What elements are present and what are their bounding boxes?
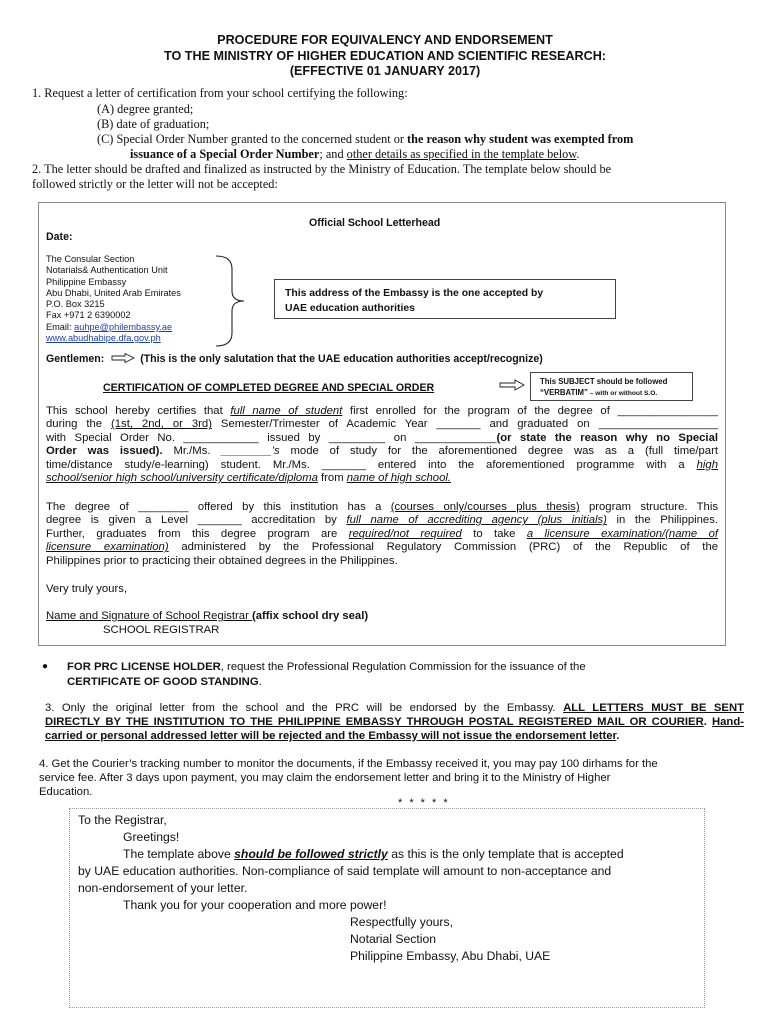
separator-stars: * * * * * [398, 797, 450, 809]
step1-item-c-cont: issuance of a Special Order Number; and other details as specified in the template below. [130, 147, 580, 161]
website-link[interactable]: www.abudhabipe.dfa.gov.ph [46, 333, 161, 344]
date-label: Date: [46, 231, 73, 243]
address-line: Philippine Embassy [46, 276, 127, 287]
letter-template-box [38, 202, 726, 646]
title-line-3: (EFFECTIVE 01 JANUARY 2017) [289, 64, 481, 79]
note-sign-2: Notarial Section [350, 932, 437, 946]
email-line: Email: auhpe@philembassy.ae [46, 321, 173, 332]
signature-line: Name and Signature of School Registrar (affix school dry seal) [46, 610, 369, 622]
step1-intro: 1. Request a letter of certification from your school certifying the following: [32, 86, 408, 100]
note-line-1: The template above should be followed strictly as this is the only template that is accepted [123, 847, 624, 861]
address-line: Abu Dhabi, United Arab Emirates [46, 287, 181, 298]
website-line [46, 333, 181, 344]
registrar-title: SCHOOL REGISTRAR [103, 624, 220, 636]
address-note: This address of the Embassy is the one accepted by UAE education authorities [285, 288, 544, 314]
title-line-2: TO THE MINISTRY OF HIGHER EDUCATION AND SCIENTIFIC RESEARCH: [164, 48, 606, 63]
note-greeting: Greetings! [123, 830, 180, 844]
bullet-dot-icon: ● [42, 661, 49, 672]
registrar-note-box [69, 808, 705, 1008]
address-line: The Consular Section [46, 254, 135, 264]
degree-paragraph: The degree of ________ offered by this institution has a (courses only/courses plus thesis) program structure. This degree is given a Level _______ accreditation by full name of accrediting agency (plus initials) in the Philippines. Further, graduates from this degree program are required/not required to take a licensure examination/(name of licensure examination) administered by the Professional Regulatory Commission (PRC) of the Republic of the Philippines prior to practicing their obtained degrees in the Philippines. [46, 501, 719, 567]
salutation-note: (This is the only salutation that the UAE education authorities accept/recognize) [140, 353, 543, 365]
certification-paragraph: This school hereby certifies that full name of student first enrolled for the program of the degree of ________________ during the (1st, 2nd, or 3rd) Semester/Trimester of Academic Year _______ and graduated on ___________________ with Special Order No. ____________ issued by _________ on _____________(or state the reason why no Special Order was issued). Mr./Ms. ________’s mode of study for the aforementioned degree was as a (full time/part time/distance study/e-learning) student. Mr./Ms. _______ entered into the aforementioned programme with a high school/senior high school/university certificate/diploma from name of high school. [46, 405, 718, 484]
address-note-box [274, 279, 616, 319]
address-line: P.O. Box 3215 [46, 299, 105, 310]
title-line-1: PROCEDURE FOR EQUIVALENCY AND ENDORSEMENT [217, 33, 553, 47]
note-sign-3: Philippine Embassy, Abu Dhabi, UAE [350, 949, 551, 963]
subject-note: This SUBJECT should be followed “VERBATIM” – with or without S.O. [540, 377, 668, 397]
note-line-2: by UAE education authorities. Non-compliance of said template will amount to non-acceptance and [78, 864, 612, 878]
step4-paragraph: 4. Get the Courier’s tracking number to monitor the documents, if the Embassy received it, you may pay 100 dirhams for the service fee. After 3 days upon payment, you may claim the endorsement letter and bring it to the Ministry of Higher Education. [39, 758, 658, 798]
address-line: Fax +971 2 6390002 [46, 310, 131, 321]
subject-note-box [530, 372, 693, 401]
salutation: Gentlemen [46, 353, 101, 365]
document-title [0, 33, 770, 80]
step1-item-b: (B) date of graduation; [97, 117, 210, 131]
right-arrow-icon [499, 379, 525, 391]
subject-line: CERTIFICATION OF COMPLETED DEGREE AND SPECIAL ORDER [103, 382, 435, 394]
embassy-address [46, 254, 181, 344]
letterhead-label: Official School Letterhead [309, 217, 441, 229]
email-link[interactable]: auhpe@philembassy.ae [74, 321, 173, 332]
note-addressee: To the Registrar, [78, 813, 167, 827]
address-line: Notarials& Authentication Unit [46, 265, 168, 276]
right-arrow-icon [111, 353, 135, 363]
note-thanks: Thank you for your cooperation and more power! [123, 898, 387, 912]
note-line-3: non-endorsement of your letter. [78, 881, 248, 895]
note-sign-1: Respectfully yours, [350, 915, 453, 929]
step3-paragraph: 3. Only the original letter from the school and the PRC will be endorsed by the Embassy. ALL LETTERS MUST BE SENT DIRECTLY BY THE INSTITUTION TO THE PHILIPPINE EMBASSY THROUGH POSTAL REGISTERED MAIL OR COURIER. Hand- carried or personal addressed letter will be rejected and the Embassy will not issue the endorsement letter. [45, 702, 745, 742]
curly-brace-icon [214, 255, 260, 347]
closing-line: Very truly yours, [46, 583, 127, 595]
step2-line-2: followed strictly or the letter will not be accepted: [32, 177, 278, 191]
step1-item-a: (A) degree granted; [97, 102, 194, 116]
step1-item-c: (C) Special Order Number granted to the concerned student or the reason why student was exempted from [97, 132, 634, 146]
salutation-line: Gentlemen: (This is the only salutation that the UAE education authorities accept/recognize) [46, 353, 543, 365]
step2-line-1: 2. The letter should be drafted and finalized as instructed by the Ministry of Education. The template below should be [32, 162, 612, 176]
